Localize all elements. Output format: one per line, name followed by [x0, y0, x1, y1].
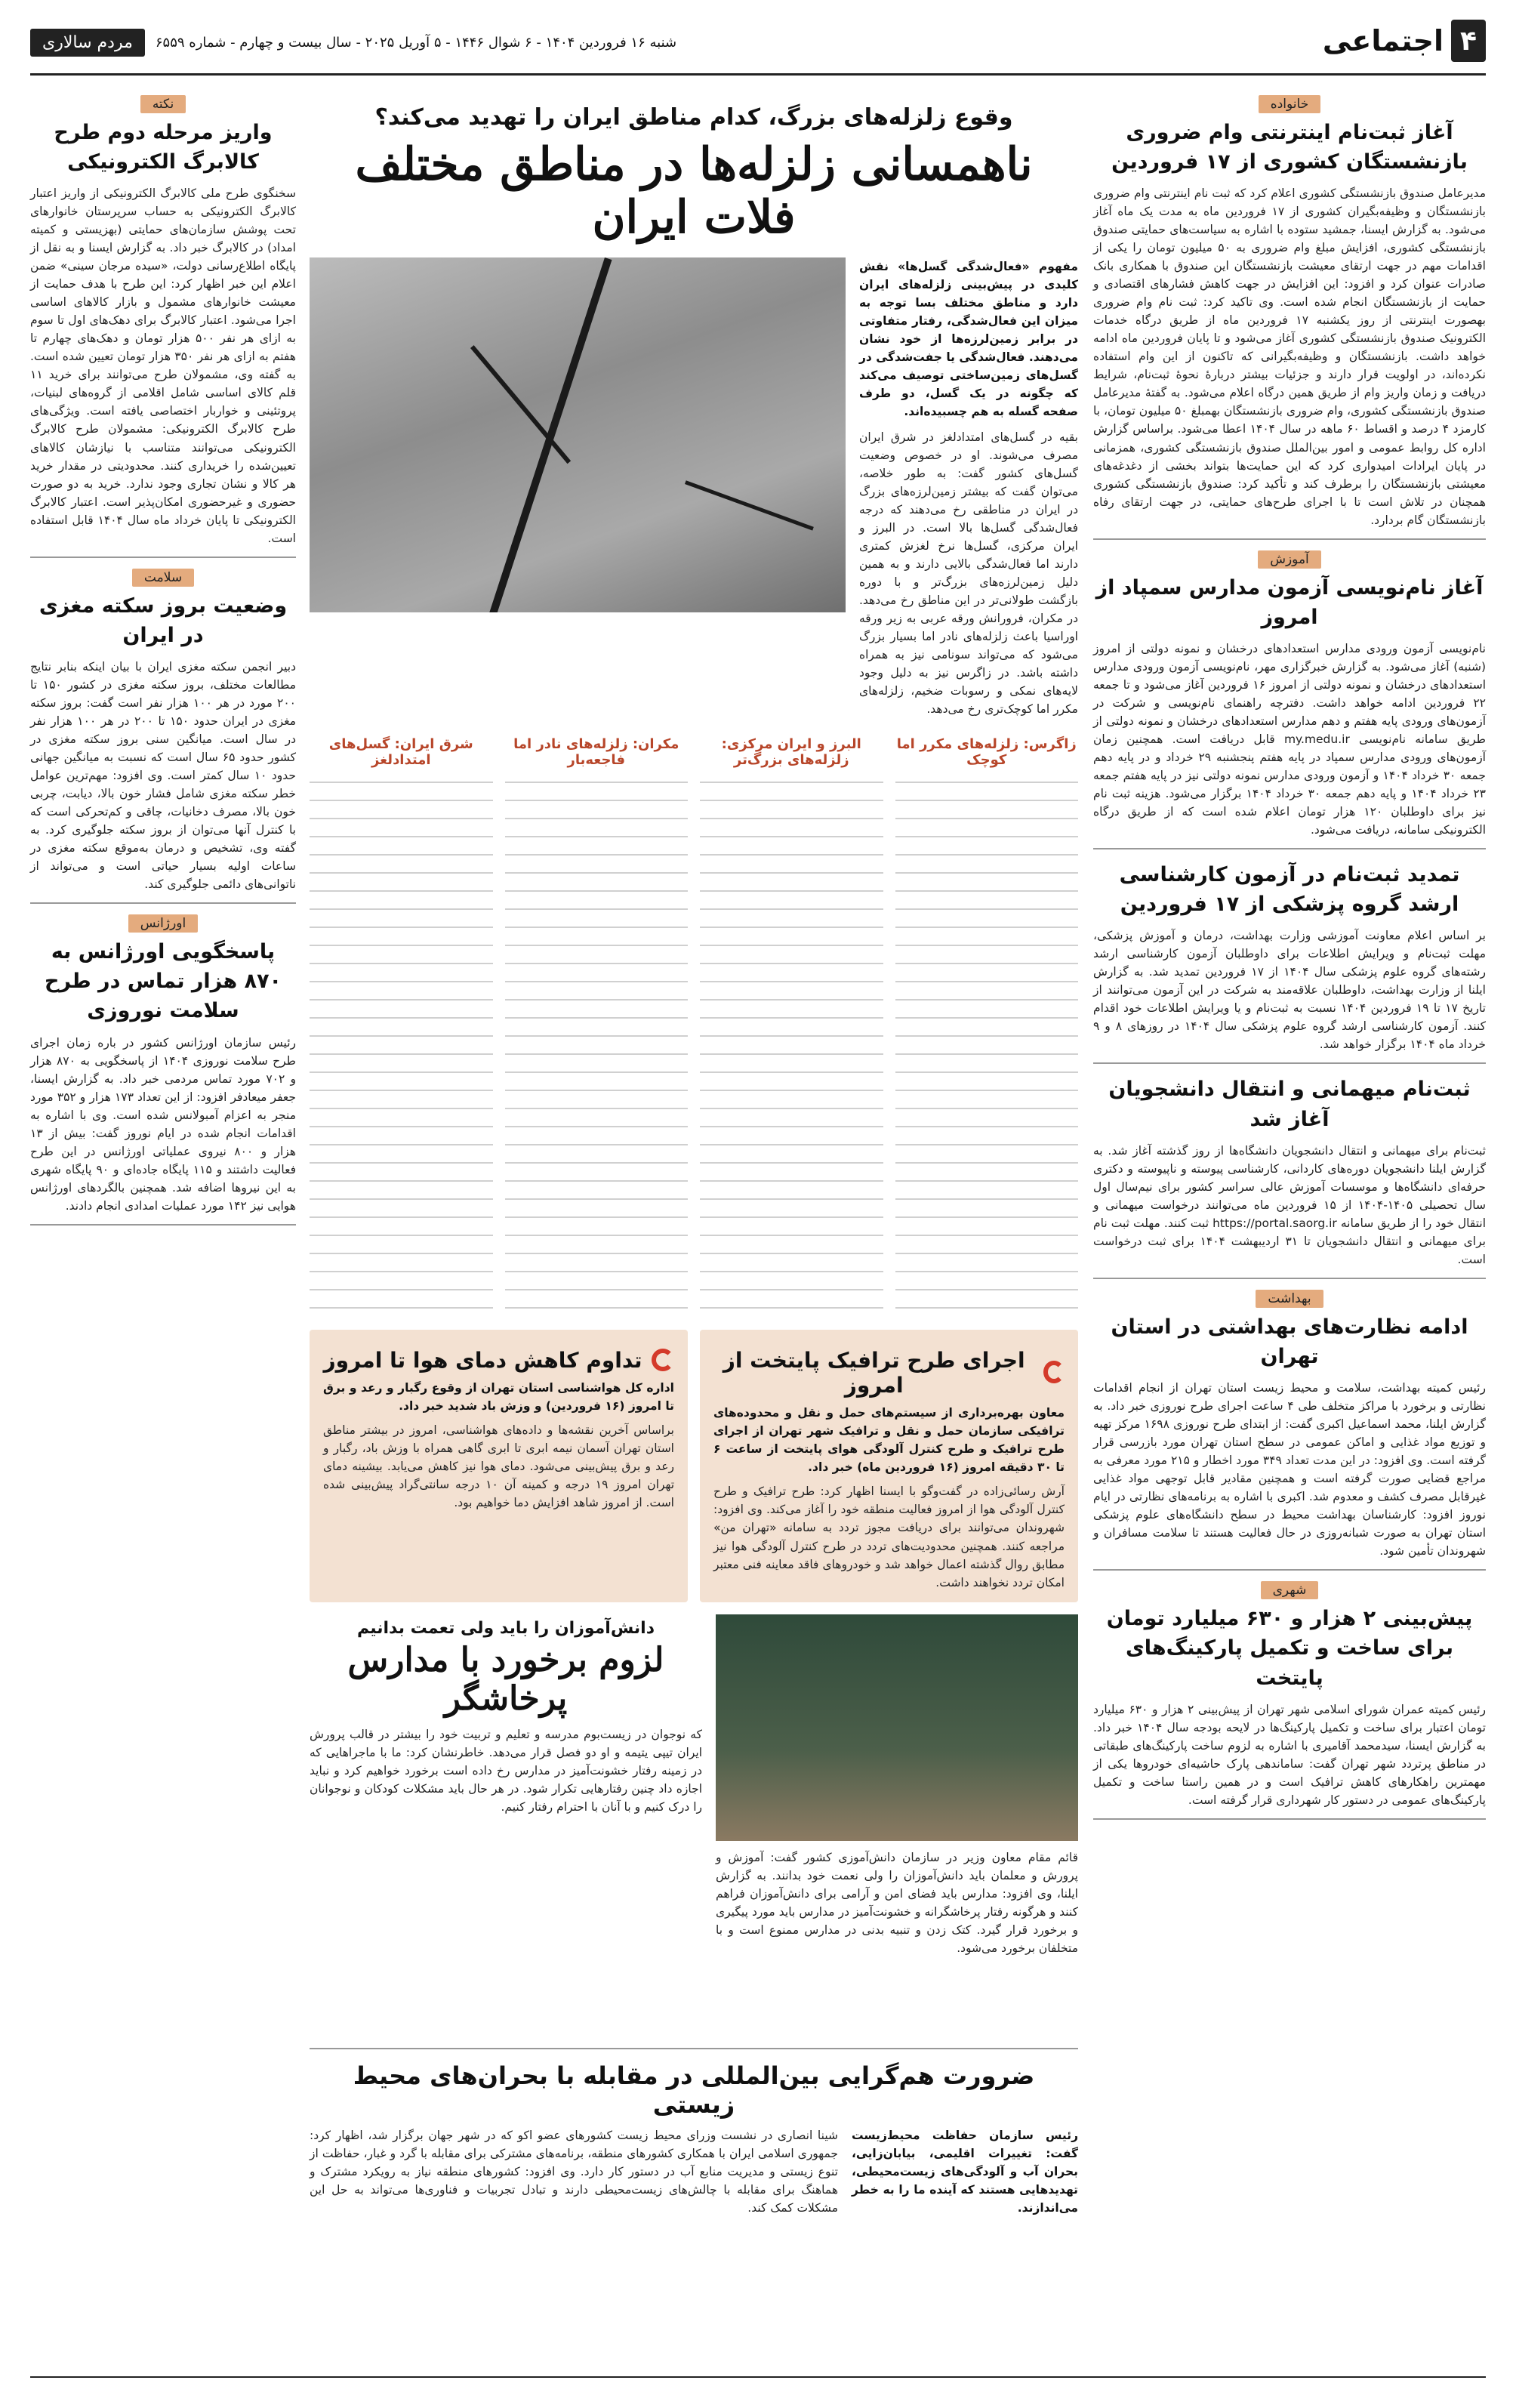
article-lead: رئیس سازمان حفاظت محیط‌زیست گفت: تغییرات اقلیمی، بیابان‌زایی، بحران آب و آلودگی‌های زیست‌محیطی، تهدیدهایی هستند که آینده ما را به خطر می‌اندازند. — [852, 2128, 1078, 2215]
article-body: نام‌نویسی آزمون ورودی مدارس استعدادهای درخشان و نمونه دولتی از امروز (شنبه) آغاز می‌شود. به گزارش خبرگزاری مهر، نام‌نویسی آزمون ورودی مدارس استعدادهای درخشان و نمونه دولتی از امروز ۱۶ فروردین آغاز می‌شود و تا جمعه ۲۲ فروردین ادامه خواهد داشت. دفترچه راهنمای نام‌نویسی و شرکت در آزمون‌های ورودی پایه هفتم و دهم مدارس استعدادهای درخشان و نمونه دولتی از طریق سامانه نام‌نویسی my.medu.ir قابل دریافت است. همچنین زمان آزمون‌های ورودی مدارس سمپاد در پایه هفتم پنجشنبه ۲۹ خرداد و در پایه دهم جمعه ۳۰ خرداد ۱۴۰۴ و آزمون ورودی مدارس نمونه دولتی نیز در پایه هفتم جمعه ۲۳ خرداد ۱۴۰۴ و پایه دهم جمعه ۳۰ خرداد ۱۴۰۴ برگزار می‌شود. هزینه ثبت نام نیز برای داوطلبان ۱۲۰ هزار تومان اعلام شده است که از طریق درگاه الکترونیکی سامانه، دریافت می‌شود. — [1093, 641, 1487, 837]
article-body: شینا انصاری در نشست وزرای محیط زیست کشورهای عضو اکو که در شهر جهان برگزار شد، اظهار کرد: جمهوری اسلامی ایران با همکاری کشورهای منطقه، برنامه‌های مشترکی برای مقابله با گرد و غبار، حفاظت از تنوع زیستی و مدیریت منابع آب در دستور کار دارد. وی افزود: کشورهای منطقه نیاز به رویکرد مشترک و هماهنگ برای مقابله با چالش‌های زیست‌محیطی دارند و تبادل تجربیات و فناوری‌ها می‌تواند به حل این مشکلات کمک کند. — [310, 2128, 838, 2215]
article-stroke — [30, 569, 296, 904]
article-kicker: دانش‌آموزان را باید ولی تعمت بدانیم — [356, 1618, 655, 1638]
article-title: لزوم برخورد با مدارس پرخاشگر — [347, 1640, 664, 1718]
article-masters-exam — [1093, 860, 1486, 1064]
article-title: واریز مرحله دوم طرح کالابرگ الکترونیکی — [54, 121, 273, 174]
section-tag: آموزش — [1258, 550, 1321, 569]
article-title: آغاز ثبت‌نام اینترنتی وام ضروری بازنشستگان کشوری از ۱۷ فروردین — [1111, 121, 1468, 174]
earthquake-crack-photo — [310, 257, 846, 612]
article-title: پیش‌بینی ۲ هزار و ۶۳۰ میلیارد تومان برای ساخت و تکمیل پارکینگ‌های پایتخت — [1106, 1607, 1473, 1690]
section-header — [1323, 20, 1486, 62]
article-body: دبیر انجمن سکته مغزی ایران با بیان اینکه بنابر نتایج مطالعات مختلف، بروز سکته مغزی در کشور ۱۵۰ تا ۲۰۰ مورد در هر ۱۰۰ هزار نفر است گفت: بروز سکته مغزی در ایران حدود ۱۵۰ تا ۲۰۰ در هر ۱۰۰ هزار نفر در سال است. میانگین سنی بروز سکته مغزی در کشور حدود ۶۵ سال است که نسبت به میانگین جهانی حدود ۱۰ سال کمتر است. وی افزود: مهم‌ترین عوامل خطر سکته مغزی شامل فشار خون بالا، دیابت، چربی خون بالا، مصرف دخانیات، چاقی و کم‌تحرکی است که با کنترل آنها می‌توان از بروز سکته جلوگیری کرد. به گفته وی، تشخیص و درمان به‌موقع سکته مغزی در ساعات اولیه بسیار حیاتی است و می‌تواند از ناتوانی‌های دائمی جلوگیری کند. — [30, 659, 296, 892]
article-body: رئیس سازمان اورژانس کشور در باره زمان اجرای طرح سلامت نوروزی ۱۴۰۴ از پاسخگویی به ۸۷۰ هزار و ۷۰۲ مورد تماس مردمی خبر داد. به گزارش ایسنا، جعفر میعادفر افزود: از این تعداد ۱۷۳ هزار و ۳۵۲ مورد منجر به اعزام آمبولانس شده است. وی با اشاره به اقدامات انجام شده در ایام نوروز گفت: بیش از ۱۳ هزار و ۸۰۰ نیروی عملیاتی اورژانس در این طرح فعالیت داشتند و ۱۱۵ پایگاه جاده‌ای و ۹۰ پایگاه شهری به این نیروها اضافه شد. همچنین بالگردهای اورژانس هوایی نیز ۱۴۲ مورد عملیات امدادی انجام دادند. — [30, 1035, 297, 1213]
article-title: آغاز نام‌نویسی آزمون مدارس سمپاد از امروز — [1095, 575, 1484, 629]
article-title: ضرورت هم‌گرایی بین‌المللی در مقابله با بحران‌های محیط زیستی — [353, 2061, 1035, 2119]
article-emergency — [30, 914, 296, 1226]
article-environment — [310, 2048, 1078, 2217]
article-title: تمدید ثبت‌نام در آزمون کارشناسی ارشد گروه پزشکی از ۱۷ فروردین — [1119, 863, 1460, 917]
section-tag: نکته — [140, 95, 186, 113]
article-title: اجرای طرح ترافیک پایتخت از امروز — [723, 1348, 1025, 1398]
article-body: بر اساس اعلام معاونت آموزشی وزارت بهداشت، درمان و آموزش پزشکی، مهلت ثبت‌نام و ویرایش اطلاعات برای داوطلبان آزمون کارشناسی ارشد رشته‌های گروه علوم پزشکی سال ۱۴۰۴ از ۱۷ فروردین تمدید شد. به گزارش ایلنا از وزارت بهداشت، داوطلبان علاقه‌مند به شرکت در این آزمون می‌توانند از تاریخ ۱۷ تا ۱۹ فروردین ۱۴۰۴ نسبت به ثبت‌نام و یا ویرایش اطلاعات خود اقدام کنند. آزمون کارشناسی ارشد گروه علوم پزشکی سال ۱۴۰۴ در روزهای ۸ و ۹ خرداد ماه ۱۴۰۴ برگزار خواهد شد. — [1093, 929, 1487, 1052]
article-student-transfer — [1093, 1075, 1486, 1278]
dateline: شنبه ۱۶ فروردین ۱۴۰۴ - ۶ شوال ۱۴۴۶ - ۵ آوریل ۲۰۲۵ - سال بیست و چهارم - شماره ۶۵۵۹ — [155, 35, 677, 51]
article-body: براساس آخرین نقشه‌ها و داده‌های هواشناسی، امروز در بیشتر مناطق استان تهران آسمان نیمه ابری تا ابری گاهی همراه با وزش باد، رگبار و رعد و برق پیش‌بینی می‌شود. دمای هوا نیز کاهش می‌یابد. بیشینه دمای تهران امروز ۱۹ درجه و کمینه آن ۱۰ درجه سانتی‌گراد پیش‌بینی شده است. از امروز شاهد افزایش دما خواهیم بود. — [323, 1423, 675, 1510]
section-tag: خانواده — [1259, 95, 1320, 113]
article-body: رئیس کمیته عمران شورای اسلامی شهر تهران از پیش‌بینی ۲ هزار و ۶۳۰ میلیارد تومان اعتبار برای ساخت و تکمیل پارکینگ‌ها در لایحه بودجه سال ۱۴۰۴ خبر داد. به گزارش ایسنا، سید‌محمد آقامیری با اشاره به لزوم ساخت پارکینگ‌های طبقاتی در مناطق پرتردد شهر تهران گفت: ساماندهی پارک حاشیه‌ای خودروها یکی از مهمترین راهکارهای کاهش ترافیک است و در همین راستا ساخت و تکمیل پارکینگ‌های عمومی در دستور کار شهرداری قرار گرفته است. — [1093, 1702, 1486, 1807]
section-tag: سلامت — [132, 569, 194, 587]
section-tag: اورژانس — [128, 914, 198, 933]
footer-rule — [30, 2376, 1486, 2378]
article-body: آرش رسائی‌زاده در گفت‌وگو با ایسنا اظهار کرد: طرح ترافیک و طرح کنترل آلودگی هوا از امروز فعالیت منطقه خود را آغاز می‌کند. وی افزود: شهروندان می‌توانند برای دریافت مجوز تردد به سامانه «تهران من» مراجعه کنند. همچنین محدودیت‌های تردد در طرح کنترل آلودگی هوا نیز مطابق روال گذشته اعمال خواهد شد و خودروهای فاقد معاینه فنی معتبر امکان تردد نخواهند داشت. — [713, 1485, 1065, 1589]
article-body: مدیرعامل صندوق بازنشستگی کشوری اعلام کرد که ثبت نام اینترنتی وام ضروری بازنشستگان و وظیفه‌بگیران کشوری از ۱۷ فروردین ماه به مدت یک ماه آغاز می‌شود. به گزارش ایسنا، جمشید ستوده با اشاره به سیاست‌های حمایتی صندوق بازنشستگی کشوری، افزایش مبلغ وام ضروری به ۵۰ میلیون تومان را یکی از اقدامات مهم در جهت ارتقای معیشت بازنشستگان این صندوق با همکاری بانک صادرات عنوان کرد و افزود: این افزایش در جهت کاهش فشارهای اقتصادی و حمایت از بازنشستگان انجام شده است. وی تاکید کرد: ثبت نام وام ضروری بهصورت اینترنتی از روز یکشنبه ۱۷ فروردین ماه از طریق درگاه خدمات الکترونیک صندوق بازنشستگی کشوری آغاز می‌شود و تا پایان فروردین ماه ادامه خواهد داشت. بازنشستگان و وظیفه‌بگیرانی که تاکنون از این وام استفاده نکرده‌اند، در اولویت قرار دارند و جزئیات بیشتر دربارهٔ نحوهٔ ثبت‌نام، شرایط دریافت و زمان واریز وام از طریق همین درگاه اعلام می‌شود. به گفتهٔ مدیرعامل صندوق بازنشستگی کشوری، وام ضروری بازنشستگان بهمبلغ ۵۰ میلیون تومان، با کارمزد ۴ درصد و اقساط ۶۰ ماهه در سال ۱۴۰۴ اعطا می‌شود. براساس گزارش اداره کل روابط عمومی و امور بین‌الملل صندوق بازنشستگی کشوری، همزمانی در پایان ایرادات امیدواری کرد که این حمایت‌ها بتواند بخشی از دغدغه‌های معیشتی بازنشستگان را برطرف کند و تأکید کرد: صندوق بازنشستگی کشوری همچنان در تلاش است تا با اجرای طرح‌های حمایتی، در جهت ارتقای رفاه بازنشستگان گام بردارد. — [1093, 187, 1487, 527]
section-tag: شهری — [1261, 1581, 1319, 1599]
lead-intro: مفهوم «فعال‌شدگی گسل‌ها» نقش کلیدی در پیش‌بینی زلزله‌های ایران دارد و مناطق مختلف بسا توجه به میزان این فعال‌شدگی، رفتار متفاوتی در برابر زمین‌لرزه‌ها از خود نشان می‌دهند. فعال‌شدگی یا جفت‌شدگی در گسل‌های زمین‌ساختی توصیف می‌کند که چگونه در یک گسل، دو طرف صفحه گسله به هم چسبیده‌اند. — [859, 260, 1078, 419]
right-column — [1093, 91, 1486, 1830]
page-number: ۴ — [1451, 20, 1486, 62]
article-body: قائم مقام معاون وزیر در سازمان دانش‌آموزی کشور گفت: آموزش و پرورش و معلمان باید دانش‌آموزان را ولی نعمت خود بدانند. به گزارش ایلنا، وی افزود: مدارس باید فضای امن و آرامی برای دانش‌آموزان فراهم کنند و هرگونه رفتار پرخاشگرانه و خشونت‌آمیز در مدارس باید مورد پیگیری و برخورد قرار گیرد. کتک زدن و تنبیه بدنی در مدارس ممنوع است و با متخلفان برخورد می‌شود. — [716, 1850, 1078, 1955]
subheading-zagros: زاگرس: زلزله‌های مکرر اما کوچک — [896, 736, 1077, 769]
subheading-east-iran: شرق ایران: گسل‌های امتدادلغز — [328, 736, 473, 769]
article-title: ثبت‌نام میهمانی و انتقال دانشجویان آغاز شد — [1108, 1078, 1471, 1131]
article-title: ادامه نظارت‌های بهداشتی در استان تهران — [1111, 1315, 1468, 1368]
article-weather — [310, 1330, 688, 1602]
article-body: سخنگوی طرح ملی کالابرگ الکترونیکی از واریز اعتبار کالابرگ الکترونیکی به حساب سرپرستان خانوارهای تحت پوشش سازمان‌های حمایتی (بهزیستی و کمیته امداد) در کالابرگ خبر داد. به گزارش ایسنا و به نقل از پایگاه اطلاع‌رسانی دولت، «سیده مرجان سینی» ضمن اعلام این خبر اظهار کرد: این طرح با هدف حمایت از معیشت خانوارهای مشمول و بازار کالاهای اساسی اجرا می‌شود. اعتبار کالابرگ برای دهک‌های اول تا سوم به ازای هر نفر ۵۰۰ هزار تومان و دهک‌های چهارم تا هفتم به ازای هر نفر ۳۵۰ هزار تومان تعیین شده است. به گفته وی، مشمولان طرح می‌توانند برای خرید ۱۱ قلم کالای اساسی شامل اقلامی از گروه‌های لبنیات، پروتئینی و خواربار اختصاصی یافته است. ویژگی‌های طرح کالابرگ الکترونیکی: مشمولان طرح کالابرگ الکترونیکی می‌توانند متناسب با نیازشان کالاهای تعیین‌شده را خریداری کنند. محدودیتی در مقدار خرید هر کالا و نشان تجاری وجود ندارد. خرید به دو صورت حضوری و غیرحضوری امکان‌پذیر است. اعتبار کالابرگ الکترونیکی تا پایان خرداد ماه سال ۱۴۰۴ قابل استفاده است. — [30, 187, 297, 545]
center-column — [310, 91, 1078, 2217]
article-school — [310, 1614, 1078, 2037]
article-health-inspection — [1093, 1290, 1486, 1571]
subheading-makran: مکران: زلزله‌های نادر اما فاجعه‌بار — [513, 736, 679, 769]
article-sampad-exam — [1093, 550, 1486, 849]
article-title: وضعیت بروز سکته مغزی در ایران — [39, 594, 288, 647]
logo-mark: مردم سالاری — [30, 29, 145, 57]
lead-body: بقیه در گسل‌های امتدادلغز در شرق ایران مصرف می‌شوند. او در خصوص وضعیت گسل‌های کشور گفت: به طور خلاصه، می‌توان گفت که بیشتر زمین‌لرزه‌های بزرگ در ایران در مناطقی رخ می‌دهند که درجه فعال‌شدگی گسل‌ها بالا است. در البرز و ایران مرکزی، گسل‌ها نرخ لغزش کمتری دارند اما فعال‌شدگی بالایی دارند و به همین دلیل زمین‌لرزه‌های بزرگ‌تر و با دوره بازگشت طولانی‌تر در این مناطق رخ می‌دهد. در مکران، فرورانش ورقه عربی به زیر ورقه اوراسیا باعث زلزله‌های نادر اما بسیار بزرگ می‌شود که می‌تواند سونامی نیز به همراه داشته باشد. در زاگرس نیز به دلیل وجود لایه‌های نمکی و رسوبات ضخیم، زلزله‌های مکرر اما کوچک‌تری رخ می‌دهد. — [859, 430, 1078, 717]
article-body: که نوجوان در زیست‌بوم مدرسه و تعلیم و تربیت خود را بیشتر در قالب پرورش ایران تیپی یتیمه و او دو فصل قرار می‌دهد. خاطرنشان کرد: ما با ماجراهایی که در زمینه رفتار خشونت‌آمیز در مدارس رخ داده است برخورد خواهیم کرد و نباید اجازه داد چنین رفتارهایی تکرار شود. در هر حال باید مشکلات کودکان و نوجوانان را درک کنیم و با آنان با احترام رفتار کنیم. — [310, 1727, 702, 1814]
article-lead: اداره کل هواشناسی استان تهران از وقوع رگبار و رعد و برق تا امروز (۱۶ فروردین) و وزش باد شدید خبر داد. — [323, 1381, 674, 1414]
section-tag: بهداشت — [1256, 1290, 1323, 1308]
article-parking — [1093, 1581, 1486, 1820]
section-title: اجتماعی — [1322, 24, 1444, 57]
news-marker-icon — [1043, 1361, 1065, 1383]
article-title: پاسخگویی اورژانس به ۸۷۰ هزار تماس در طرح سلامت نوروزی — [44, 940, 282, 1023]
classroom-photo — [716, 1614, 1078, 1841]
article-pension-loan — [1093, 95, 1486, 540]
lead-kicker: وقوع زلزله‌های بزرگ، کدام مناطق ایران را تهدید می‌کند؟ — [374, 104, 1013, 131]
article-body: ثبت‌نام برای میهمانی و انتقال دانشجویان دانشگاه‌ها از روز گذشته آغاز شد. به گزارش ایلنا دانشجویان دوره‌های کاردانی، کارشناسی پیوسته و ناپیوسته و دکتری حرفه‌ای دانشگاه‌ها و موسسات آموزش عالی سراسر کشور برای نیم‌سال اول سال تحصیلی ۱۴۰۵-۱۴۰۴ از ۱۵ فروردین ماه می‌توانند درخواست میهمانی و انتقال خود را از طریق سامانه https://portal.saorg.ir ثبت کنند. مهلت ثبت نام برای میهمانی و انتقال دانشجویان تا ۳۱ اردیبهشت ۱۴۰۴ برای ثبت درخواست است. — [1093, 1143, 1487, 1266]
newspaper-logo — [30, 29, 676, 57]
article-lead: معاون بهره‌برداری از سیستم‌های حمل و نقل و محدوده‌های ترافیکی سازمان حمل و نقل و ترافیک شهر تهران از اجرای طرح ترافیک و طرح کنترل آلودگی هوای پایتخت از ساعت ۶ تا ۳۰ دقیقه امروز (۱۶ فروردین ماه) خبر داد. — [713, 1406, 1065, 1475]
subheading-alborz: البرز و ایران مرکزی: زلزله‌های بزرگ‌تر — [721, 736, 861, 769]
article-title: تداوم کاهش دمای هوا تا امروز — [323, 1348, 642, 1374]
lead-headline: ناهمسانی زلزله‌ها در مناطق مختلف فلات ایران — [355, 138, 1033, 244]
news-marker-icon — [652, 1349, 674, 1371]
left-column — [30, 91, 296, 1236]
article-traffic — [700, 1330, 1078, 1602]
article-kalabarg — [30, 95, 296, 558]
masthead — [30, 15, 1486, 76]
article-body: رئیس کمیته بهداشت، سلامت و محیط زیست استان تهران از انجام اقدامات نظارتی و برخورد با مراکز متخلف طی ۴ ساعت اجرای طرح نوروزی خبر داد. به گزارش ایلنا، محمد اسماعیل اکبری گفت: از ابتدای طرح نوروزی ۱۶۹۸ مرکز تهیه و توزیع مواد غذایی و اماکن عمومی در سطح استان تهران مورد بازرسی قرار گرفته است. وی افزود: در این مدت تعداد ۳۴۹ مورد اخطار و ۲۱۵ مورد معرفی به مراجع قضایی صورت گرفته است و همچنین مقادیر قابل توجهی مواد غذایی غیرقابل مصرف کشف و معدوم شد. اکبری با اشاره به برنامه‌های نظارتی در ایام نوروز افزود: کارشناسان بهداشت محیط در سطح دانشگاه‌های علوم پزشکی استان تهران به صورت شبانه‌روزی در حال فعالیت هستند تا سلامت مسافران و شهروندان تأمین شود. — [1093, 1381, 1487, 1559]
